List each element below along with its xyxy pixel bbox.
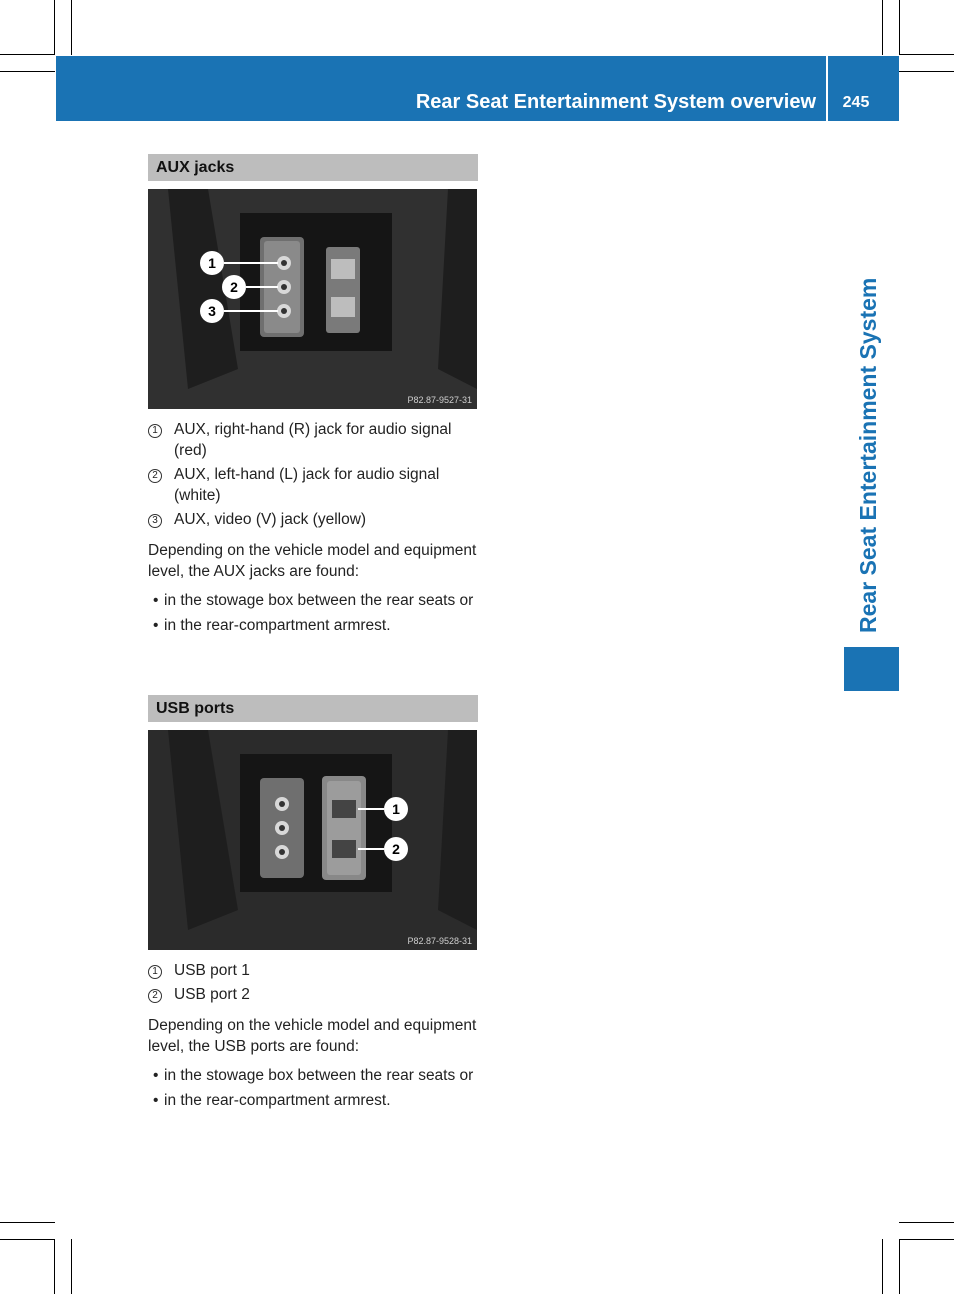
svg-text:1: 1: [208, 255, 216, 271]
list-item: • in the stowage box between the rear seats or: [148, 1065, 478, 1086]
aux-image-code: P82.87-9527-31: [407, 395, 472, 405]
list-item: [148, 509, 478, 530]
usb-section: [148, 695, 478, 1115]
legend-number: 3: [148, 514, 162, 528]
legend-number: 1: [148, 965, 162, 979]
crop-mark: [882, 0, 883, 55]
side-tab-label: Rear Seat Entertainment System: [855, 277, 881, 633]
crop-mark: [71, 0, 72, 55]
page-header-title: Rear Seat Entertainment System overview: [415, 91, 816, 113]
crop-mark: [0, 1239, 55, 1240]
list-item: • in the rear-compartment armrest.: [148, 1090, 478, 1111]
aux-jacks-photo: [148, 189, 477, 409]
usb-ports-photo: [148, 730, 477, 950]
list-item: [148, 419, 478, 461]
usb-locations: [148, 1065, 478, 1111]
page-number: 245: [842, 94, 870, 111]
list-item: • in the rear-compartment armrest.: [148, 615, 478, 636]
svg-text:2: 2: [392, 841, 400, 857]
section-title-usb: USB ports: [148, 695, 478, 722]
aux-legend: [148, 419, 478, 530]
side-tab-block: [844, 647, 899, 691]
list-item: [148, 984, 478, 1005]
crop-mark: [71, 1239, 72, 1294]
legend-text: USB port 2: [174, 986, 250, 1003]
section-title-aux: AUX jacks: [148, 154, 478, 181]
crop-mark: [0, 71, 55, 72]
legend-number: 2: [148, 989, 162, 1003]
svg-text:2: 2: [230, 279, 238, 295]
svg-text:3: 3: [208, 303, 216, 319]
crop-mark: [54, 0, 55, 55]
legend-number: 2: [148, 469, 162, 483]
aux-description: Depending on the vehicle model and equipment level, the AUX jacks are found:: [148, 542, 477, 580]
legend-number: 1: [148, 424, 162, 438]
crop-mark: [0, 1222, 55, 1223]
crop-mark: [899, 71, 954, 72]
crop-mark: [0, 54, 55, 55]
legend-text: AUX, left-hand (L) jack for audio signal (white): [174, 466, 440, 504]
crop-mark: [54, 1239, 55, 1294]
aux-section: [148, 154, 478, 640]
list-item: • in the stowage box between the rear seats or: [148, 590, 478, 611]
list-item: [148, 464, 478, 506]
crop-mark: [882, 1239, 883, 1294]
svg-text:1: 1: [392, 801, 400, 817]
crop-mark: [899, 1222, 954, 1223]
aux-locations: [148, 590, 478, 636]
crop-mark: [899, 1239, 954, 1240]
crop-mark: [899, 0, 900, 55]
legend-text: AUX, right-hand (R) jack for audio signal (red): [174, 421, 452, 459]
crop-mark: [899, 1239, 900, 1294]
crop-mark: [899, 54, 954, 55]
legend-text: USB port 1: [174, 962, 250, 979]
legend-text: AUX, video (V) jack (yellow): [174, 511, 367, 528]
usb-image-code: P82.87-9528-31: [407, 936, 472, 946]
usb-description: Depending on the vehicle model and equipment level, the USB ports are found:: [148, 1017, 477, 1055]
list-item: [148, 960, 478, 981]
usb-legend: [148, 960, 478, 1005]
